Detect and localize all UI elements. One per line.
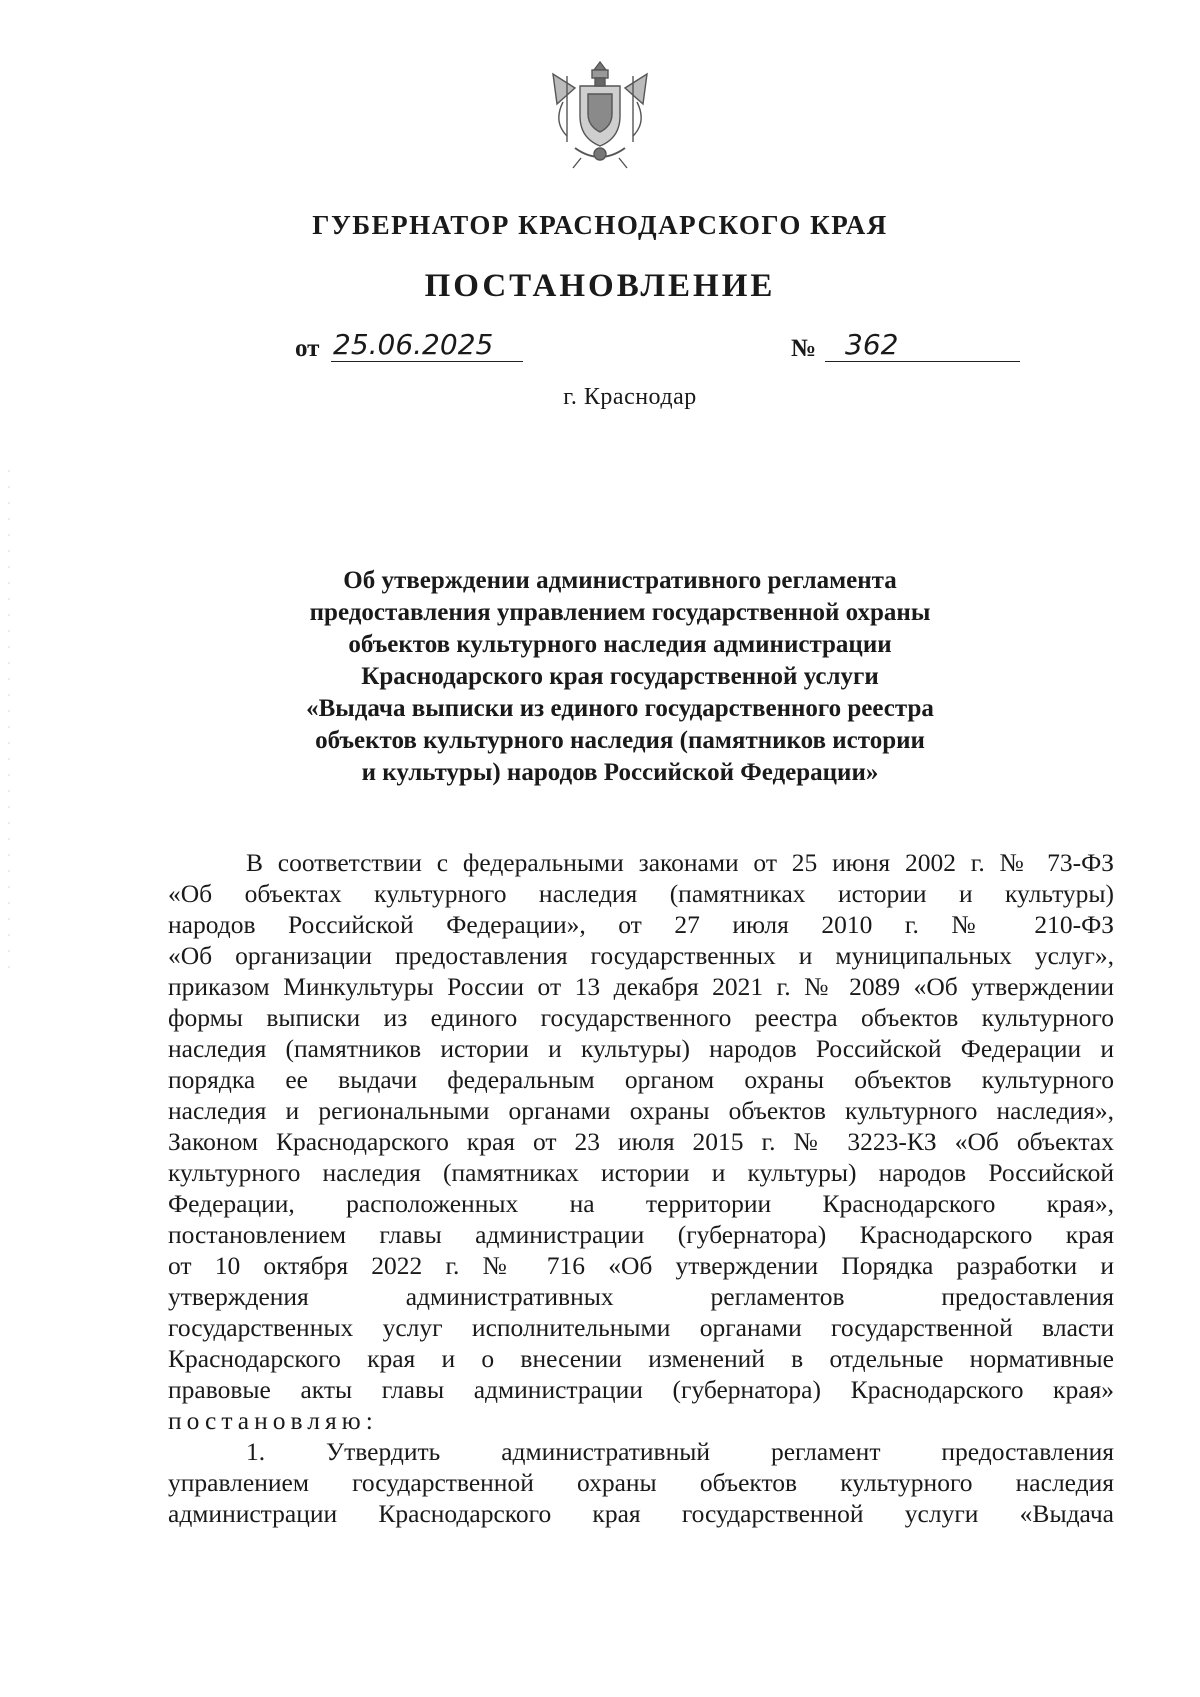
body-line: Законом Краснодарского края от 23 июля 2015 г. № 3223-КЗ «Об объектах — [168, 1127, 1114, 1156]
title-line: Об утверждении административного регламента — [343, 567, 897, 594]
document-title — [240, 565, 1000, 789]
body-line: «Об объектах культурного наследия (памятниках истории и культуры) — [168, 879, 1114, 908]
title-line: предоставления управлением государственной охраны — [309, 599, 931, 626]
body-line: приказом Минкультуры России от 13 декабря 2021 г. № 2089 «Об утверждении — [168, 972, 1114, 1001]
handwritten-date: 25.06.2025 — [331, 328, 523, 362]
body-line: Федерации, расположенных на территории Краснодарского края», — [168, 1189, 1114, 1218]
body-line: культурного наследия (памятниках истории и культуры) народов Российской — [168, 1158, 1114, 1187]
title-line: «Выдача выписки из единого государственного реестра — [306, 695, 934, 722]
number-prefix: № — [791, 335, 817, 362]
handwritten-number: 362 — [825, 328, 1020, 362]
body-line: «Об организации предоставления государственных и муниципальных услуг», — [168, 941, 1114, 970]
title-line: Краснодарского края государственной услуги — [361, 663, 879, 690]
body-line: постановлением главы администрации (губернатора) Краснодарского края — [168, 1220, 1114, 1249]
title-line: объектов культурного наследия администрации — [348, 631, 892, 658]
scan-margin-marks — [8, 470, 10, 970]
krasnodar-coat-of-arms-emblem — [545, 58, 655, 178]
date-number-row — [295, 328, 1020, 368]
body-line: правовые акты главы администрации (губернатора) Краснодарского края» — [168, 1375, 1114, 1404]
body-line: от 10 октября 2022 г. № 716 «Об утверждении Порядка разработки и — [168, 1251, 1114, 1280]
body-line: государственных услуг исполнительными органами государственной власти — [168, 1313, 1114, 1342]
body-line: формы выписки из единого государственного реестра объектов культурного — [168, 1003, 1114, 1032]
title-line: и культуры) народов Российской Федерации» — [361, 759, 879, 786]
body-line: народов Российской Федерации», от 27 июля 2010 г. № 210-ФЗ — [168, 910, 1114, 939]
body-line: постановляю: — [168, 1406, 378, 1435]
body-line: администрации Краснодарского края государственной услуги «Выдача — [168, 1499, 1114, 1528]
body-line: 1. Утвердить административный регламент предоставления — [246, 1437, 1114, 1466]
body-line: Краснодарского края и о внесении изменений в отдельные нормативные — [168, 1344, 1114, 1373]
body-line: наследия (памятников истории и культуры) народов Российской Федерации и — [168, 1034, 1114, 1063]
issuing-authority: ГУБЕРНАТОР КРАСНОДАРСКОГО КРАЯ — [312, 210, 888, 240]
title-line: объектов культурного наследия (памятников истории — [315, 727, 925, 754]
city: г. Краснодар — [563, 384, 697, 410]
body-line: управлением государственной охраны объектов культурного наследия — [168, 1468, 1114, 1497]
body-line: утверждения административных регламентов предоставления — [168, 1282, 1114, 1311]
body-line: порядка ее выдачи федеральным органом охраны объектов культурного — [168, 1065, 1114, 1094]
document-type: ПОСТАНОВЛЕНИЕ — [424, 268, 776, 304]
body-line: В соответствии с федеральными законами от 25 июня 2002 г. № 73-ФЗ — [246, 848, 1114, 877]
date-prefix: от — [295, 335, 320, 362]
body-line: наследия и региональными органами охраны объектов культурного наследия», — [168, 1096, 1114, 1125]
document-body — [168, 847, 1114, 1529]
